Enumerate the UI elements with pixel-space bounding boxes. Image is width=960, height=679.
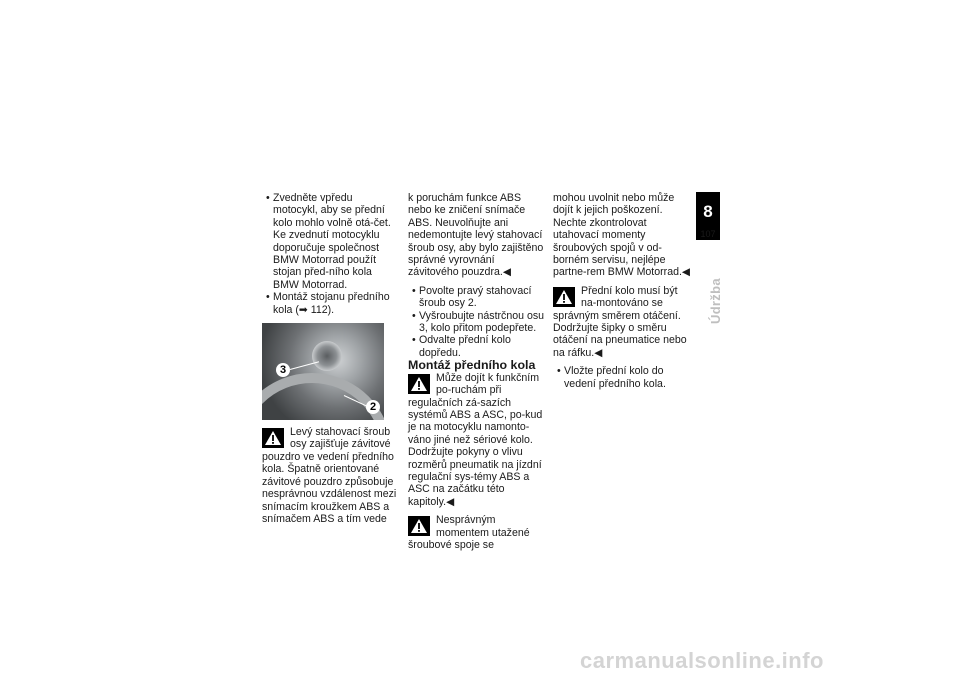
column-2: [408, 192, 546, 551]
section-heading: Montáž předního kola: [408, 358, 536, 373]
list-item: • Odvalte přední kolo dopředu.: [408, 334, 546, 359]
warning-block: [408, 514, 546, 551]
watermark: carmanualsonline.info: [580, 648, 824, 673]
page-number: 107: [700, 229, 716, 239]
front-wheel-axle-photo: [262, 323, 384, 420]
warning-text: Nesprávným momentem utažené šroubové spoje se: [408, 514, 530, 551]
list-item: • Vložte přední kolo do vedení předního kola.: [553, 365, 691, 390]
warning-text: Může dojít k funkčním po-ruchám při regulačních zá-sazích systémů ABS a ASC, po-kud je na motocyklu namonto-váno jiné než sériové kolo. Dodržujte pokyny o vlivu rozměrů pneumatik na jízdní regulační sys-témy ABS a ASC na začátku této kapitoly.◀: [408, 371, 543, 508]
warning-icon: [553, 287, 575, 307]
warning-block: [553, 285, 691, 359]
warning-icon: [408, 374, 430, 394]
column-3: [553, 192, 691, 390]
column-1: [262, 192, 400, 525]
list-item: • Vyšroubujte nástrčnou osu 3, kolo přitom podepřete.: [408, 310, 546, 335]
list-item: • Montáž stojanu předního kola (➡ 112).: [262, 291, 400, 316]
warning-icon: [262, 428, 284, 448]
chapter-number: 8: [703, 202, 713, 221]
warning-block: [262, 426, 400, 525]
paragraph: k poruchám funkce ABS nebo ke zničení snímače ABS. Neuvolňujte ani nedemontujte levý stahovací šroub osy, aby bylo zajištěno správné vyrovnání závitového pouzdra.◀: [408, 192, 544, 279]
warning-icon: [408, 516, 430, 536]
chapter-title: Údržba: [708, 278, 723, 324]
chapter-title-vertical: [696, 268, 723, 328]
callout-3: 3: [276, 363, 290, 377]
brake-disc: [262, 373, 384, 420]
warning-text: Přední kolo musí být na-montováno se správným směrem otáčení. Dodržujte šipky o směru otáčení na pneumatice nebo na ráfku.◀: [553, 284, 687, 359]
list-item: • Povolte pravý stahovací šroub osy 2.: [408, 285, 546, 310]
warning-block: [408, 372, 546, 508]
warning-text: Levý stahovací šroub osy zajišťuje závitové pouzdro ve vedení předního kola. Špatně orientované závitové pouzdro způsobuje nesprávnou vzdálenost mezi snímacím kroužkem ABS a snímačem ABS a tím vede: [262, 426, 397, 525]
callout-2: 2: [366, 400, 380, 414]
axle-bolt: [312, 341, 342, 371]
list-item: • Zvedněte vpředu motocykl, aby se přední kolo mohlo volně otá-čet. Ke zvednutí motocyklu doporučuje společnost BMW Motorrad použít stojan před-ního kola BMW Motorrad.: [262, 192, 400, 291]
paragraph: mohou uvolnit nebo může dojít k jejich poškození. Nechte zkontrolovat utahovací momenty šroubových spojů v od-borném servisu, nejlépe partne-rem BMW Motorrad.◀: [553, 192, 691, 279]
